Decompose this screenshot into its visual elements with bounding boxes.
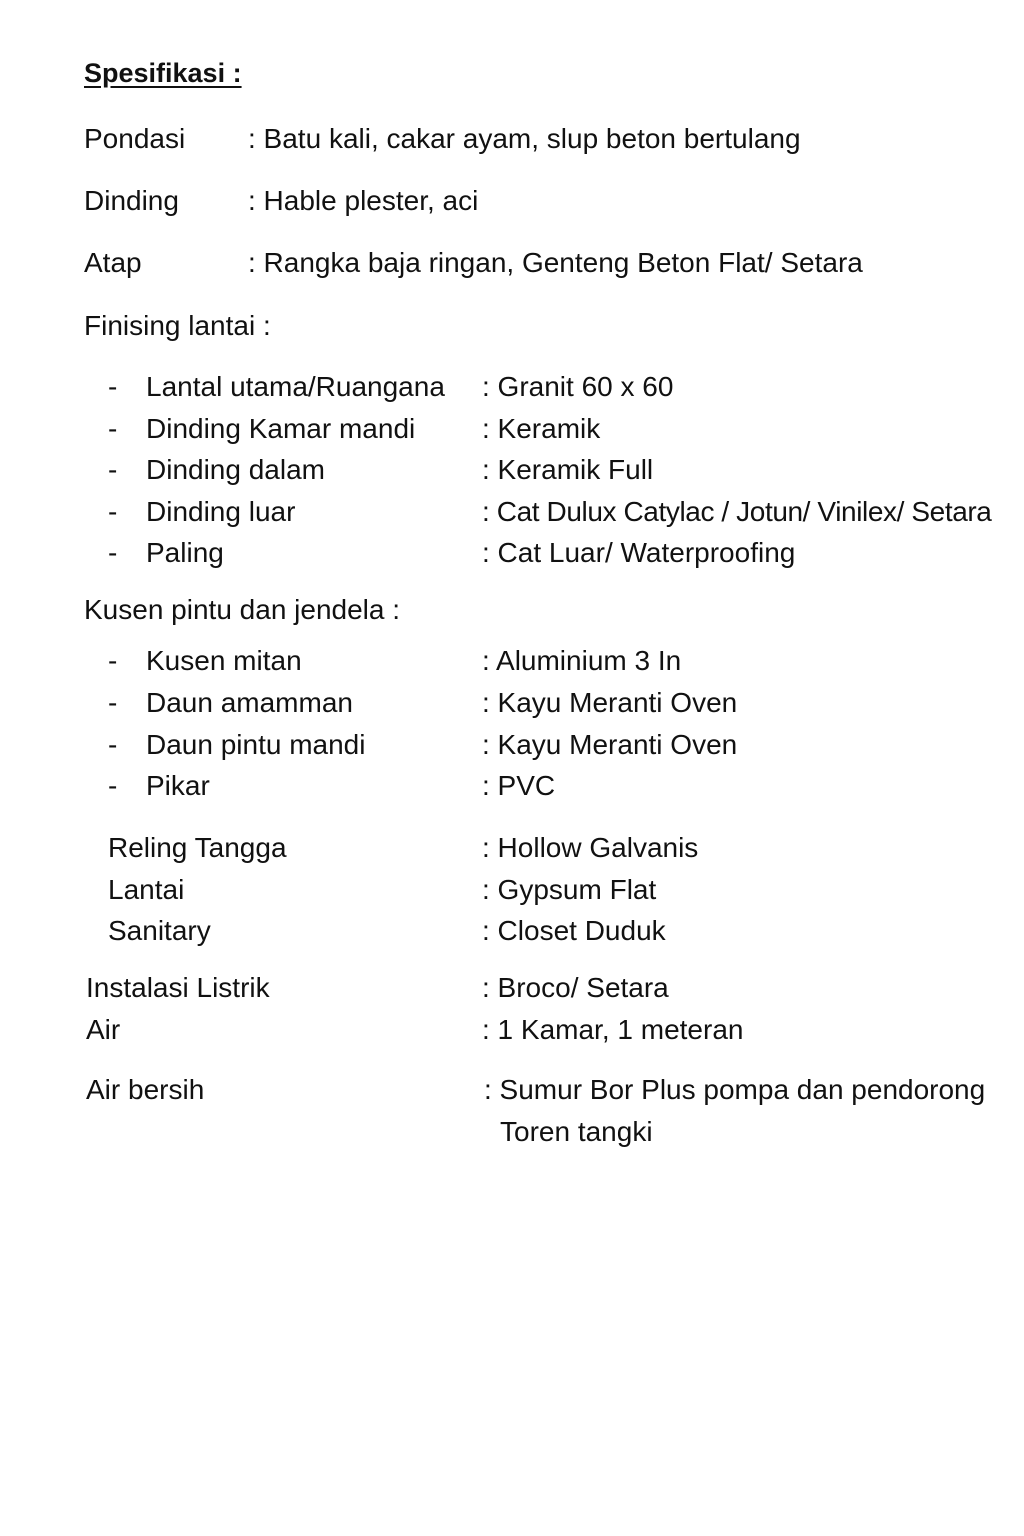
- item-value: : Kayu Meranti Oven: [482, 729, 738, 760]
- bullet-dash: -: [108, 371, 118, 402]
- item-label: Kusen mitan: [146, 645, 302, 676]
- spec-value: : 1 Kamar, 1 meteran: [482, 1014, 744, 1045]
- spec-row-listrik: [86, 971, 996, 1005]
- spec-label: Sanitary: [108, 915, 211, 946]
- item-value: : Keramik Full: [482, 454, 654, 485]
- list-item: [108, 453, 998, 487]
- list-item: [108, 728, 998, 762]
- spec-row-pondasi: [84, 122, 984, 156]
- bullet-dash: -: [108, 496, 118, 527]
- spec-value: : Closet Duduk: [482, 915, 666, 946]
- bullet-dash: -: [108, 729, 118, 760]
- item-label: Paling: [146, 537, 224, 568]
- bullet-dash: -: [108, 454, 118, 485]
- spec-value: : Rangka baja ringan, Genteng Beton Flat/ Setara: [248, 247, 863, 278]
- spec-row: [108, 831, 998, 865]
- spec-row-air-bersih: [86, 1073, 996, 1107]
- bullet-dash: -: [108, 413, 118, 444]
- bullet-dash: -: [108, 537, 118, 568]
- item-value: : Aluminium 3 In: [482, 645, 682, 676]
- bullet-dash: -: [108, 645, 118, 676]
- section-heading-kusen: Kusen pintu dan jendela :: [84, 594, 401, 625]
- bullet-dash: -: [108, 687, 118, 718]
- list-item: [108, 536, 998, 570]
- item-value: : Keramik: [482, 413, 601, 444]
- spec-row-air: [86, 1013, 996, 1047]
- spec-row: [108, 873, 998, 907]
- item-label: Dinding dalam: [146, 454, 325, 485]
- spec-value-continuation: Toren tangki: [500, 1116, 653, 1147]
- item-label: Lantal utama/Ruangana: [146, 371, 445, 402]
- spec-label: Air: [86, 1014, 121, 1045]
- spec-label: Atap: [84, 247, 142, 278]
- item-value: : Granit 60 x 60: [482, 371, 674, 402]
- spec-value: : Sumur Bor Plus pompa dan pendorong: [484, 1074, 986, 1105]
- item-value: : PVC: [482, 770, 556, 801]
- list-item: [108, 495, 998, 529]
- spec-label: Instalasi Listrik: [86, 972, 270, 1003]
- spec-label: Lantai: [108, 874, 185, 905]
- list-item: [108, 412, 998, 446]
- bullet-dash: -: [108, 770, 118, 801]
- list-item: [108, 370, 998, 404]
- spec-row: [108, 914, 998, 948]
- item-label: Daun amamman: [146, 687, 353, 718]
- section-heading-finishing: Finising lantai :: [84, 310, 271, 341]
- spec-label: Reling Tangga: [108, 832, 287, 863]
- spec-value: : Hable plester, aci: [248, 185, 479, 216]
- spec-value: : Hollow Galvanis: [482, 832, 699, 863]
- item-value: : Kayu Meranti Oven: [482, 687, 738, 718]
- item-label: Pikar: [146, 770, 210, 801]
- spec-label: Dinding: [84, 185, 179, 216]
- list-item: [108, 769, 998, 803]
- item-label: Dinding luar: [146, 496, 296, 527]
- list-item: [108, 686, 998, 720]
- spec-value: : Broco/ Setara: [482, 972, 669, 1003]
- spec-label: Pondasi: [84, 123, 186, 154]
- spec-value: : Gypsum Flat: [482, 874, 657, 905]
- spec-value: : Batu kali, cakar ayam, slup beton bertulang: [248, 123, 801, 154]
- item-value: : Cat Dulux Catylac / Jotun/ Vinilex/ Setara: [482, 496, 992, 527]
- spec-label: Air bersih: [86, 1074, 205, 1105]
- spec-row-atap: [84, 246, 984, 280]
- list-item: [108, 644, 998, 678]
- spec-row-dinding: [84, 184, 984, 218]
- item-label: Daun pintu mandi: [146, 729, 366, 760]
- document-title: Spesifikasi :: [84, 58, 242, 88]
- item-label: Dinding Kamar mandi: [146, 413, 416, 444]
- item-value: : Cat Luar/ Waterproofing: [482, 537, 796, 568]
